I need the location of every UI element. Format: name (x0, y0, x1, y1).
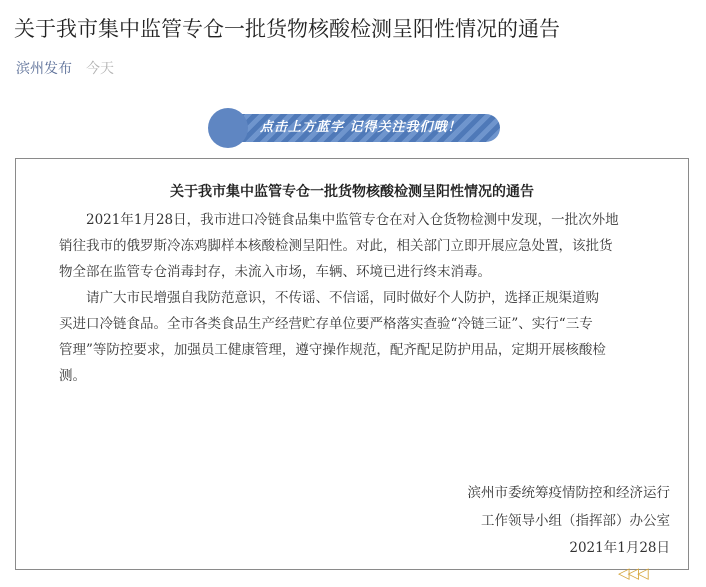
account-name-link[interactable]: 滨州发布 (16, 61, 72, 77)
notice-line: 物全部在监管专仓消毒封存，未流入市场，车辆、环境已进行终末消毒。 (59, 264, 491, 280)
follow-banner[interactable] (208, 108, 500, 148)
notice-paragraph-2 (59, 285, 675, 389)
notice-line: 销往我市的俄罗斯冷冻鸡脚样本核酸检测呈阳性。对此，相关部门立即开展应急处置，该批货 (59, 238, 613, 254)
notice-paragraph-1 (59, 207, 675, 285)
notice-line: 管理”等防控要求，加强员工健康管理，遵守操作规范，配齐配足防护用品，定期开展核酸检 (59, 342, 606, 358)
article-title: 关于我市集中监管专仓一批货物核酸检测呈阳性情况的通告 (14, 17, 560, 41)
signoff-org-line-1: 滨州市委统筹疫情防控和经济运行 (467, 485, 670, 501)
banner-text: 点击上方蓝字 记得关注我们哦！ (260, 120, 462, 135)
notice-line: 测。 (59, 368, 86, 384)
banner-pill (228, 114, 500, 142)
notice-heading: 关于我市集中监管专仓一批货物核酸检测呈阳性情况的通告 (170, 184, 534, 200)
notice-card (15, 158, 689, 570)
notice-line: 请广大市民增强自我防范意识，不传谣、不信谣，同时做好个人防护，选择正规渠道购 (86, 290, 599, 306)
article-meta (16, 57, 114, 79)
signoff-date: 2021年1月28日 (569, 540, 670, 556)
notice-line: 买进口冷链食品。全市各类食品生产经营贮存单位要严格落实查验“冷链三证”、实行“三专 (59, 316, 593, 332)
notice-line: 2021年1月28日，我市进口冷链食品集中监管专仓在对入仓货物检测中发现，一批次外地 (86, 212, 619, 228)
publish-time: 今天 (86, 61, 114, 77)
signoff-org-line-2: 工作领导小组（指挥部）办公室 (481, 513, 670, 529)
banner-circle-icon (208, 108, 248, 148)
decorative-arrows-icon: ◁◁◁ (618, 564, 647, 582)
